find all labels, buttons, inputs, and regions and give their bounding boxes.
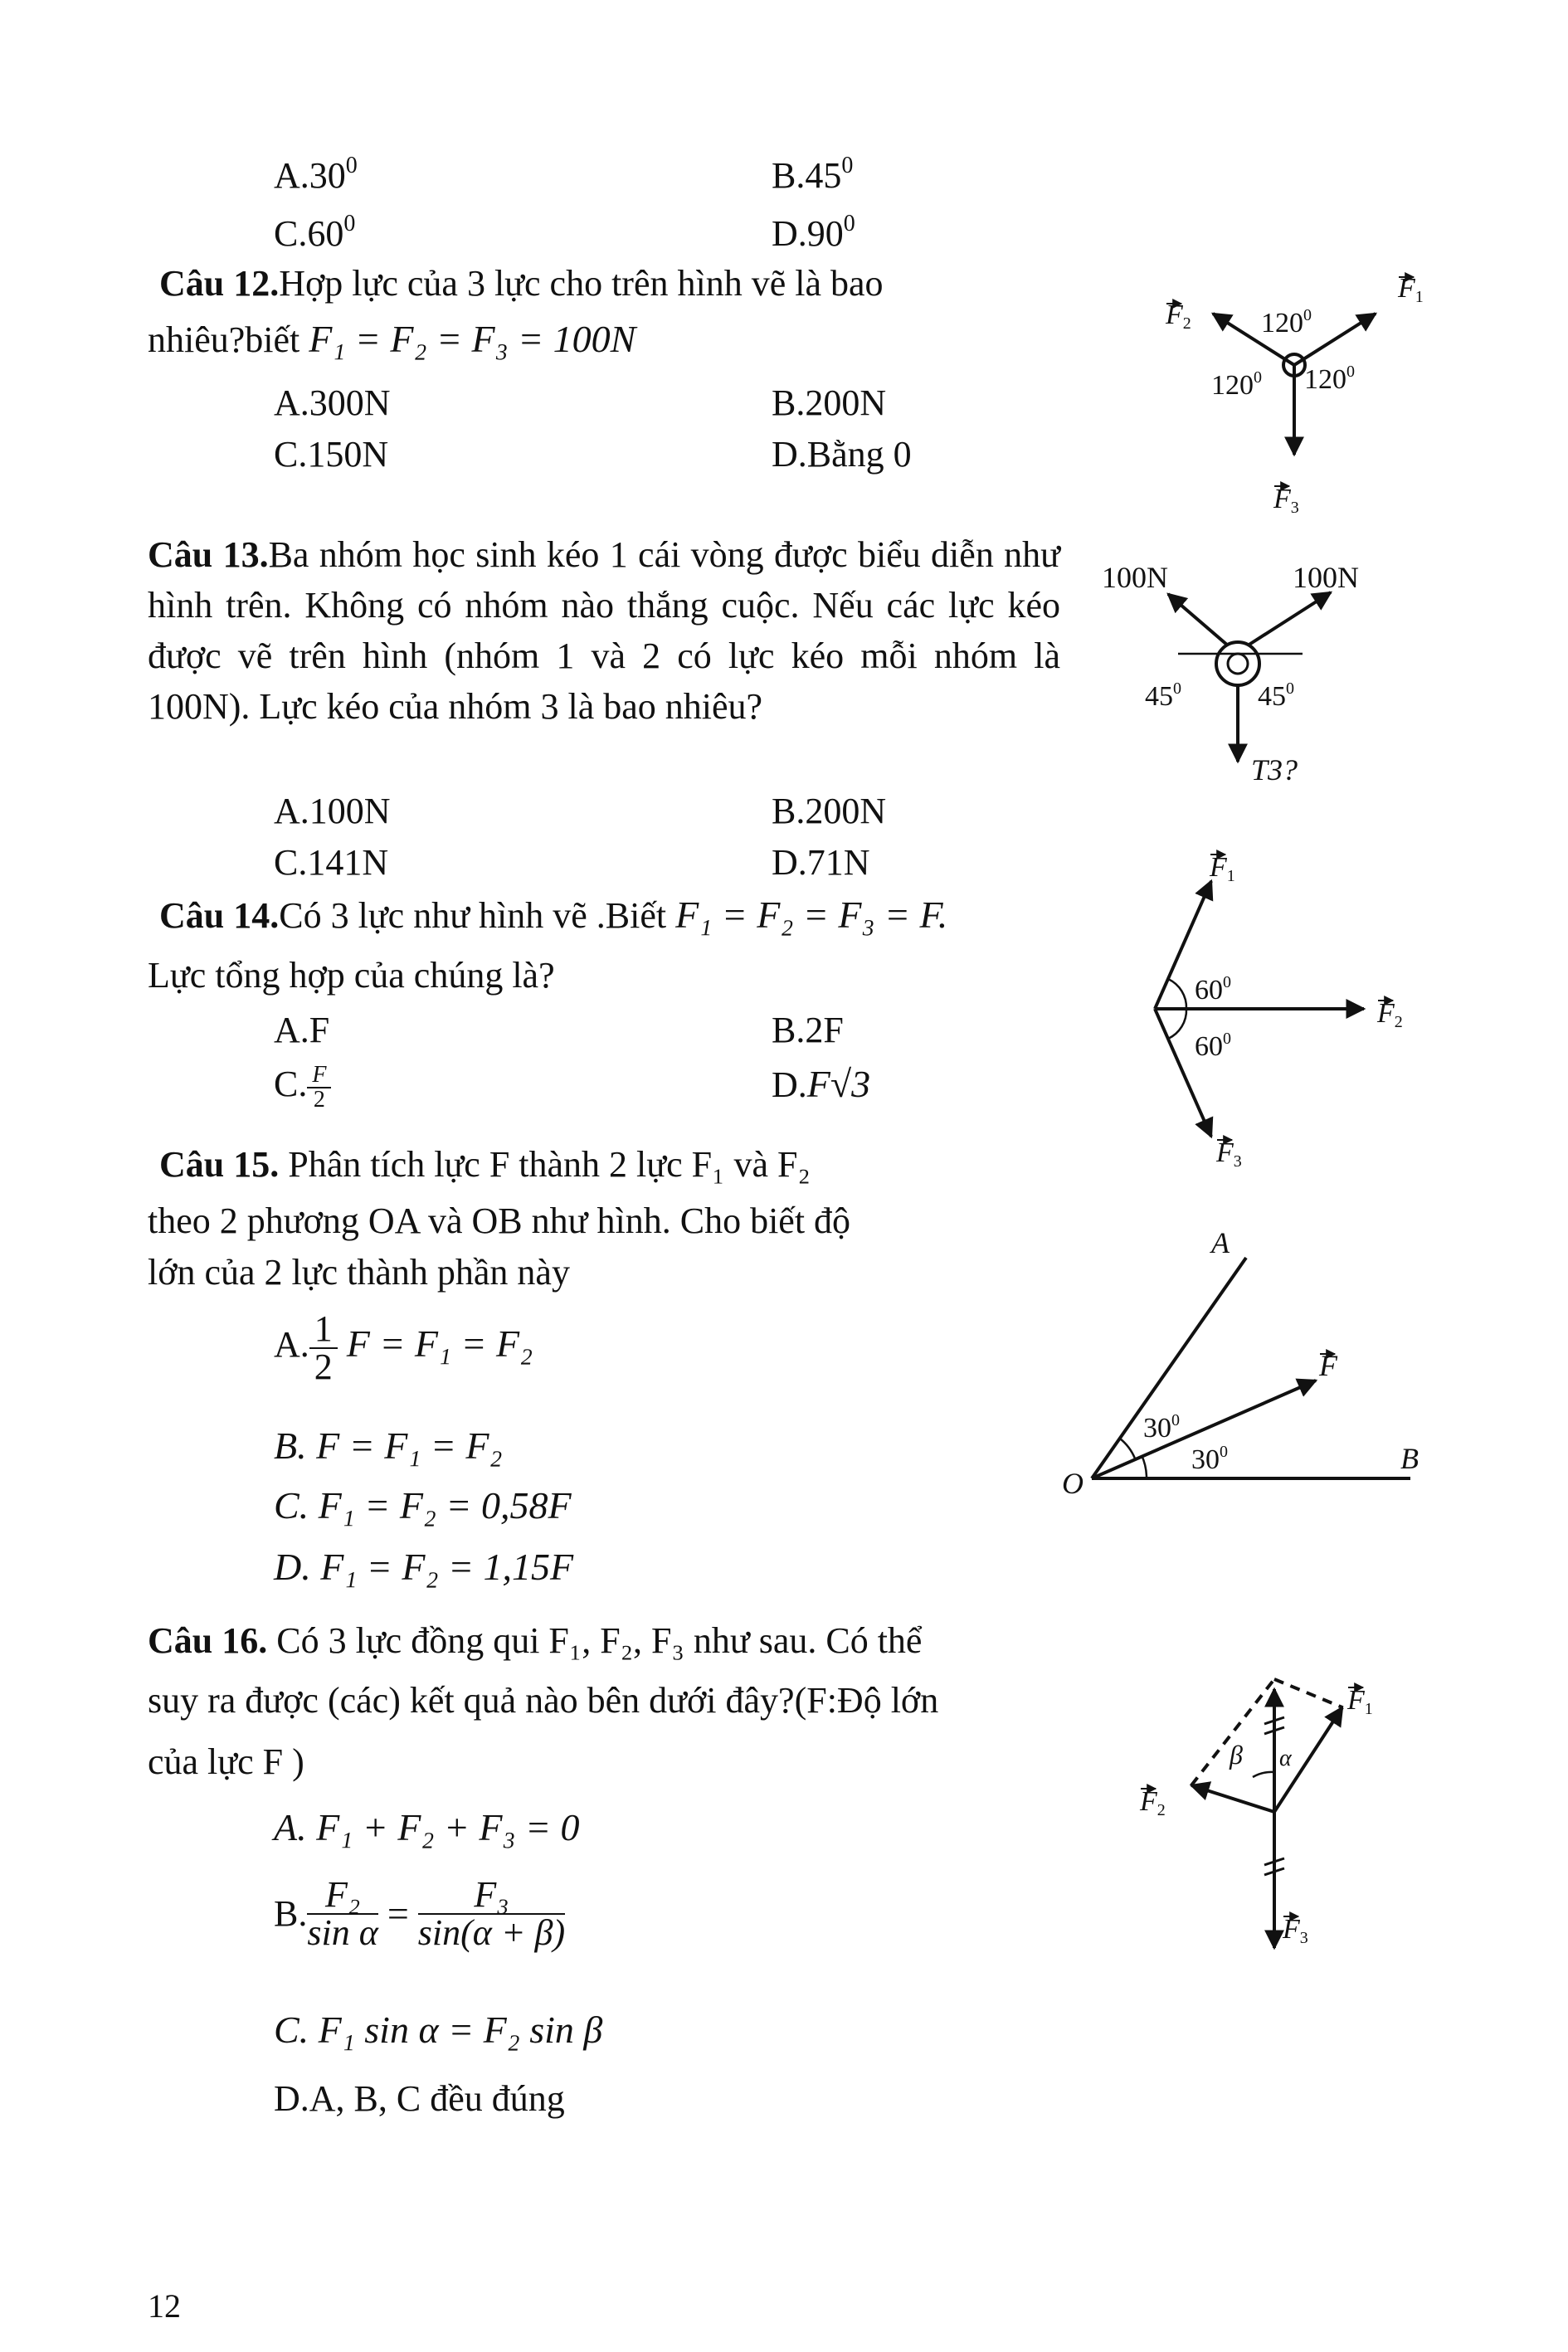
q16-option-c: C. F₁ sin α = F₂ sin β xyxy=(274,2009,603,2051)
angle-right: $45^0$ xyxy=(1258,679,1294,712)
q12-option-b: B.200N xyxy=(772,382,887,423)
ring-icon xyxy=(1216,642,1259,685)
q16-line1: Câu 16. Có 3 lực đồng qui F₁, F₂, F₃ như sau. Có thể xyxy=(148,1620,923,1661)
q15-line1: Câu 15. Phân tích lực F thành 2 lực F₁ và F₂ xyxy=(159,1144,811,1185)
q12-option-c: C.150N xyxy=(274,434,389,475)
q14-option-c: C. $\frac{F}{2}$ xyxy=(274,1064,331,1112)
q12-option-a: A.300N xyxy=(274,382,391,423)
angle-top: $60^0$ xyxy=(1195,973,1231,1006)
q14-option-d: D.F√3 xyxy=(772,1063,871,1105)
q14-equation: F₁ = F₂ = F₃ = F. xyxy=(675,894,948,936)
q14-line2: Lực tổng hợp của chúng là? xyxy=(148,955,555,996)
q15-line2: theo 2 phương OA và OB như hình. Cho biết độ xyxy=(148,1200,851,1241)
t3-label: T3? xyxy=(1251,753,1298,786)
q11-option-d: $D.90^0$ xyxy=(772,211,855,254)
right-force-arrow xyxy=(1248,592,1331,645)
page-number: 12 xyxy=(148,2287,181,2325)
f3-label: F3 xyxy=(1273,484,1299,517)
angle-left: $120^0$ xyxy=(1211,368,1262,401)
f2-label: F2 xyxy=(1140,1786,1166,1819)
f2-label: F2 xyxy=(1166,299,1191,333)
q13-option-d: D.71N xyxy=(772,842,870,883)
q11-option-c: $C.60^0$ xyxy=(274,211,356,254)
q16-option-d: D.A, B, C đều đúng xyxy=(274,2078,565,2119)
label-b: B xyxy=(1400,1442,1419,1475)
q16-line3: của lực F ) xyxy=(148,1741,304,1782)
q13-text: Câu 13.Ba nhóm học sinh kéo 1 cái vòng được biểu diễn như hình trên. Không có nhóm nào thắng cuộc. Nếu các lực kéo được vẽ trên hình (nhóm 1 và 2 có lực kéo mỗi nhóm là 100N). Lực kéo của nhóm 3 là bao nhiêu? xyxy=(148,534,1060,727)
f1-label: F1 xyxy=(1398,273,1424,306)
q14-option-a: A.F xyxy=(274,1010,330,1050)
q14-force-diagram xyxy=(1128,846,1444,1178)
q16-force-diagram xyxy=(1128,1659,1427,1991)
f1-label: F1 xyxy=(1347,1685,1373,1718)
q14-option-b: B.2F xyxy=(772,1010,844,1050)
angle-bottom: $60^0$ xyxy=(1195,1030,1231,1062)
f3-label: F3 xyxy=(1216,1137,1242,1171)
q16-line2: suy ra được (các) kết quả nào bên dưới đây?(F:Độ lớn xyxy=(148,1680,939,1721)
q15-option-b: B. F = F₁ = F₂ xyxy=(274,1424,503,1467)
angle-lower: $30^0$ xyxy=(1191,1443,1228,1475)
q11-option-a: $A.30^0$ xyxy=(274,153,358,196)
q13-option-c: C.141N xyxy=(274,842,389,883)
q15-option-d: D. F₁ = F₂ = 1,15F xyxy=(274,1546,574,1588)
f2-arrow xyxy=(1191,1785,1274,1812)
q16-option-b: B. $\frac{\text{F₂}}{\text{sin α}}$ = $\frac{\text{F₃}}{\sin(\alpha + \beta)}$ xyxy=(274,1874,566,1953)
q12-force-diagram xyxy=(1128,265,1460,531)
q13-option-a: A.100N xyxy=(274,791,391,831)
q15-option-c: C. F₁ = F₂ = 0,58F xyxy=(274,1484,572,1527)
q16-option-a: A. F₁ + F₂ + F₃ = 0 xyxy=(274,1806,580,1848)
angle-upper: $30^0$ xyxy=(1143,1411,1180,1444)
q12-line2: nhiêu?biết F₁ = F₂ = F₃ = 100N xyxy=(148,318,636,360)
label-f: F xyxy=(1319,1349,1337,1382)
f1-label: F1 xyxy=(1210,852,1235,885)
left-force-arrow xyxy=(1168,594,1228,645)
angle-top: $120^0$ xyxy=(1261,306,1312,338)
left-force-label: 100N xyxy=(1102,561,1168,594)
label-a: A xyxy=(1211,1226,1230,1259)
alpha-label: α xyxy=(1279,1746,1292,1771)
q12-equation: F₁ = F₂ = F₃ = 100N xyxy=(309,318,636,360)
q12-option-d: D.Bằng 0 xyxy=(772,434,912,475)
right-force-label: 100N xyxy=(1293,561,1359,594)
q12-line1: Câu 12.Hợp lực của 3 lực cho trên hình vẽ là bao xyxy=(159,263,884,304)
f3-label: F3 xyxy=(1283,1914,1308,1947)
q14-line1: Câu 14.Có 3 lực như hình vẽ .Biết F₁ = F₂ = F₃ = F. xyxy=(159,894,948,936)
f2-label: F2 xyxy=(1377,998,1403,1031)
q15-line3: lớn của 2 lực thành phần này xyxy=(148,1252,570,1293)
q13-option-b: B.200N xyxy=(772,791,887,831)
q13-force-diagram xyxy=(1095,548,1427,796)
q11-option-b: $B.45^0$ xyxy=(772,153,854,196)
angle-right: $120^0$ xyxy=(1304,363,1355,395)
q15-option-a: A. $\frac{1}{2}$ F = F₁ = F₂ xyxy=(274,1308,533,1387)
label-o: O xyxy=(1062,1467,1083,1500)
q15-force-diagram xyxy=(1045,1220,1427,1518)
beta-label: β xyxy=(1230,1740,1243,1770)
f3-arrow xyxy=(1155,1009,1211,1137)
angle-left: $45^0$ xyxy=(1145,679,1181,712)
